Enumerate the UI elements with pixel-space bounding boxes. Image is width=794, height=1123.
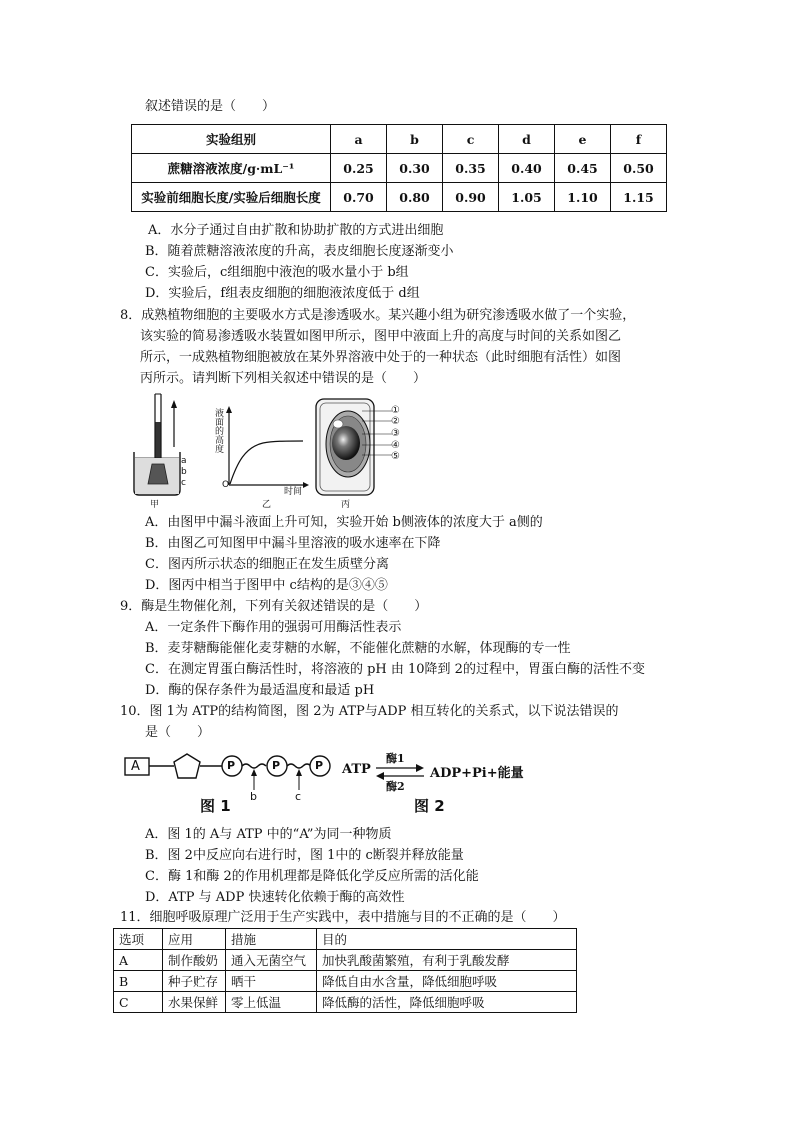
cell-label-5: ⑤	[391, 451, 400, 462]
fig1-bond-b-label: b	[250, 790, 257, 803]
table-header-cell: c	[443, 125, 499, 154]
table-cell: 种子贮存	[163, 971, 226, 992]
table-cell: 0.30	[387, 154, 443, 183]
table-row	[114, 992, 577, 1013]
table-cell: 加快乳酸菌繁殖，有利于乳酸发酵	[317, 950, 577, 971]
cell-label-1: ①	[391, 405, 400, 416]
table-row	[114, 971, 577, 992]
table-cell: 0.90	[443, 183, 499, 212]
q7-option-d: D．实验后，f组表皮细胞的细胞液浓度低于 d组	[145, 286, 420, 301]
q10-option-d: D．ATP 与 ADP 快速转化依赖于酶的高效性	[145, 890, 405, 905]
table-row	[114, 950, 577, 971]
table-header-cell: e	[555, 125, 611, 154]
table-row	[132, 183, 667, 212]
table-cell: 0.25	[331, 154, 387, 183]
table-header-cell: b	[387, 125, 443, 154]
osmosis-apparatus-figure	[128, 392, 188, 510]
table-cell: 水果保鲜	[163, 992, 226, 1013]
table-row	[132, 125, 667, 154]
q10-stem-line1: 10．图 1为 ATP的结构简图，图 2为 ATP与ADP 相互转化的关系式，以下说法错误的	[120, 704, 619, 719]
fig-jia-label-c: c	[181, 478, 186, 488]
cell-label-pointers	[362, 405, 392, 460]
respiration-table	[113, 928, 577, 1013]
table-cell: 0.80	[387, 183, 443, 212]
q10-option-c: C．酶 1和酶 2的作用机理都是降低化学反应所需的活化能	[145, 869, 479, 884]
q7-option-c: C．实验后，c组细胞中液泡的吸水量小于 b组	[145, 265, 409, 280]
table-cell: 0.45	[555, 154, 611, 183]
table-header-cell: 措施	[226, 929, 317, 950]
table-cell: 制作酸奶	[163, 950, 226, 971]
q8-stem-line2: 该实验的简易渗透吸水装置如图甲所示，图甲中液面上升的高度与时间的关系如图乙	[140, 329, 622, 344]
fig2-enzyme1: 酶1	[386, 752, 405, 765]
fig-jia-label-a: a	[181, 456, 187, 466]
table-cell: 晒干	[226, 971, 317, 992]
table-header-cell: 应用	[163, 929, 226, 950]
q9-option-a: A．一定条件下酶作用的强弱可用酶活性表示	[145, 620, 402, 635]
fig1-adenine-label: A	[131, 759, 140, 774]
fig-jia-caption: 甲	[150, 500, 160, 510]
q9-option-b: B．麦芽糖酶能催化麦芽糖的水解，不能催化蔗糖的水解，体现酶的专一性	[145, 641, 571, 656]
fig2-products: ADP+Pi+能量	[430, 766, 524, 781]
q9-stem: 9．酶是生物催化剂，下列有关叙述错误的是（ ）	[120, 599, 428, 614]
table-cell: 1.15	[611, 183, 667, 212]
table-row	[132, 154, 667, 183]
table-header-cell: a	[331, 125, 387, 154]
table-cell: 降低自由水含量，降低细胞呼吸	[317, 971, 577, 992]
fig1-phosphate-1: P	[227, 759, 236, 772]
fig-yi-ylabel: 液面的高度	[213, 408, 223, 453]
q8-stem-line1: 8．成熟植物细胞的主要吸水方式是渗透吸水。某兴趣小组为研究渗透吸水做了一个实验，	[120, 308, 636, 323]
q10-option-a: A．图 1的 A与 ATP 中的“A”为同一种物质	[145, 827, 392, 842]
cell-label-4: ④	[391, 440, 400, 451]
table-header-cell: 选项	[114, 929, 163, 950]
table-cell: 实验前细胞长度/实验后细胞长度	[132, 183, 331, 212]
table-cell: C	[114, 992, 163, 1013]
fig-yi-origin: O	[222, 480, 230, 490]
table-header-cell: f	[611, 125, 667, 154]
fig-yi-caption: 乙	[262, 500, 272, 510]
q9-option-d: D．酶的保存条件为最适温度和最适 pH	[145, 683, 375, 698]
q9-option-c: C．在测定胃蛋白酶活性时，将溶液的 pH 由 10降到 2的过程中，胃蛋白酶的活性不变	[145, 662, 645, 677]
table-cell: 0.40	[499, 154, 555, 183]
table-header-cell: 实验组别	[132, 125, 331, 154]
fig1-phosphate-2: P	[272, 759, 281, 772]
table-row	[114, 929, 577, 950]
fig-jia-label-b: b	[181, 467, 187, 477]
fig1-caption: 图 1	[200, 797, 231, 815]
table-cell: 1.05	[499, 183, 555, 212]
q8-option-b: B．由图乙可知图甲中漏斗里溶液的吸水速率在下降	[145, 536, 441, 551]
fig1-bond-c-label: c	[295, 790, 302, 803]
q7-option-b: B．随着蔗糖溶液浓度的升高，表皮细胞长度逐渐变小	[145, 244, 454, 259]
fig1-phosphate-3: P	[315, 759, 324, 772]
fig-yi-xlabel: 时间	[284, 487, 303, 497]
q7-option-a: A．水分子通过自由扩散和协助扩散的方式进出细胞	[148, 223, 444, 238]
experiment-table	[131, 124, 667, 212]
table-cell: 1.10	[555, 183, 611, 212]
cell-label-2: ②	[391, 416, 400, 427]
q10-stem-line2: 是（ ）	[145, 725, 211, 740]
table-cell: 0.70	[331, 183, 387, 212]
table-cell: 零上低温	[226, 992, 317, 1013]
fig2-enzyme2: 酶2	[386, 780, 405, 793]
q10-option-b: B．图 2中反应向右进行时，图 1中的 c断裂并释放能量	[145, 848, 464, 863]
q8-option-a: A．由图甲中漏斗液面上升可知，实验开始 b侧液体的浓度大于 a侧的	[145, 515, 543, 530]
table-header-cell: 目的	[317, 929, 577, 950]
table-cell: 通入无菌空气	[226, 950, 317, 971]
q8-option-d: D．图丙中相当于图甲中 c结构的是③④⑤	[145, 578, 388, 593]
table-cell: 0.50	[611, 154, 667, 183]
q8-stem-line3: 所示，一成熟植物细胞被放在某外界溶液中处于的一种状态（此时细胞有活性）如图	[140, 350, 622, 365]
fig-bing-caption: 丙	[341, 500, 351, 510]
q8-option-c: C．图丙所示状态的细胞正在发生质壁分离	[145, 557, 389, 572]
table-cell: B	[114, 971, 163, 992]
table-cell: 蔗糖溶液浓度/g·mL⁻¹	[132, 154, 331, 183]
table-cell: 0.35	[443, 154, 499, 183]
table-header-cell: d	[499, 125, 555, 154]
cell-label-3: ③	[391, 428, 400, 439]
fig2-atp: ATP	[342, 762, 371, 777]
question-intro: 叙述错误的是（ ）	[145, 99, 276, 114]
table-cell: 降低酶的活性，降低细胞呼吸	[317, 992, 577, 1013]
q11-stem: 11．细胞呼吸原理广泛用于生产实践中，表中措施与目的不正确的是（ ）	[120, 910, 566, 925]
liquid-level-graph	[215, 405, 310, 490]
table-cell: A	[114, 950, 163, 971]
fig2-caption: 图 2	[414, 797, 445, 815]
q8-stem-line4: 丙所示。请判断下列相关叙述中错误的是（ ）	[140, 371, 427, 386]
